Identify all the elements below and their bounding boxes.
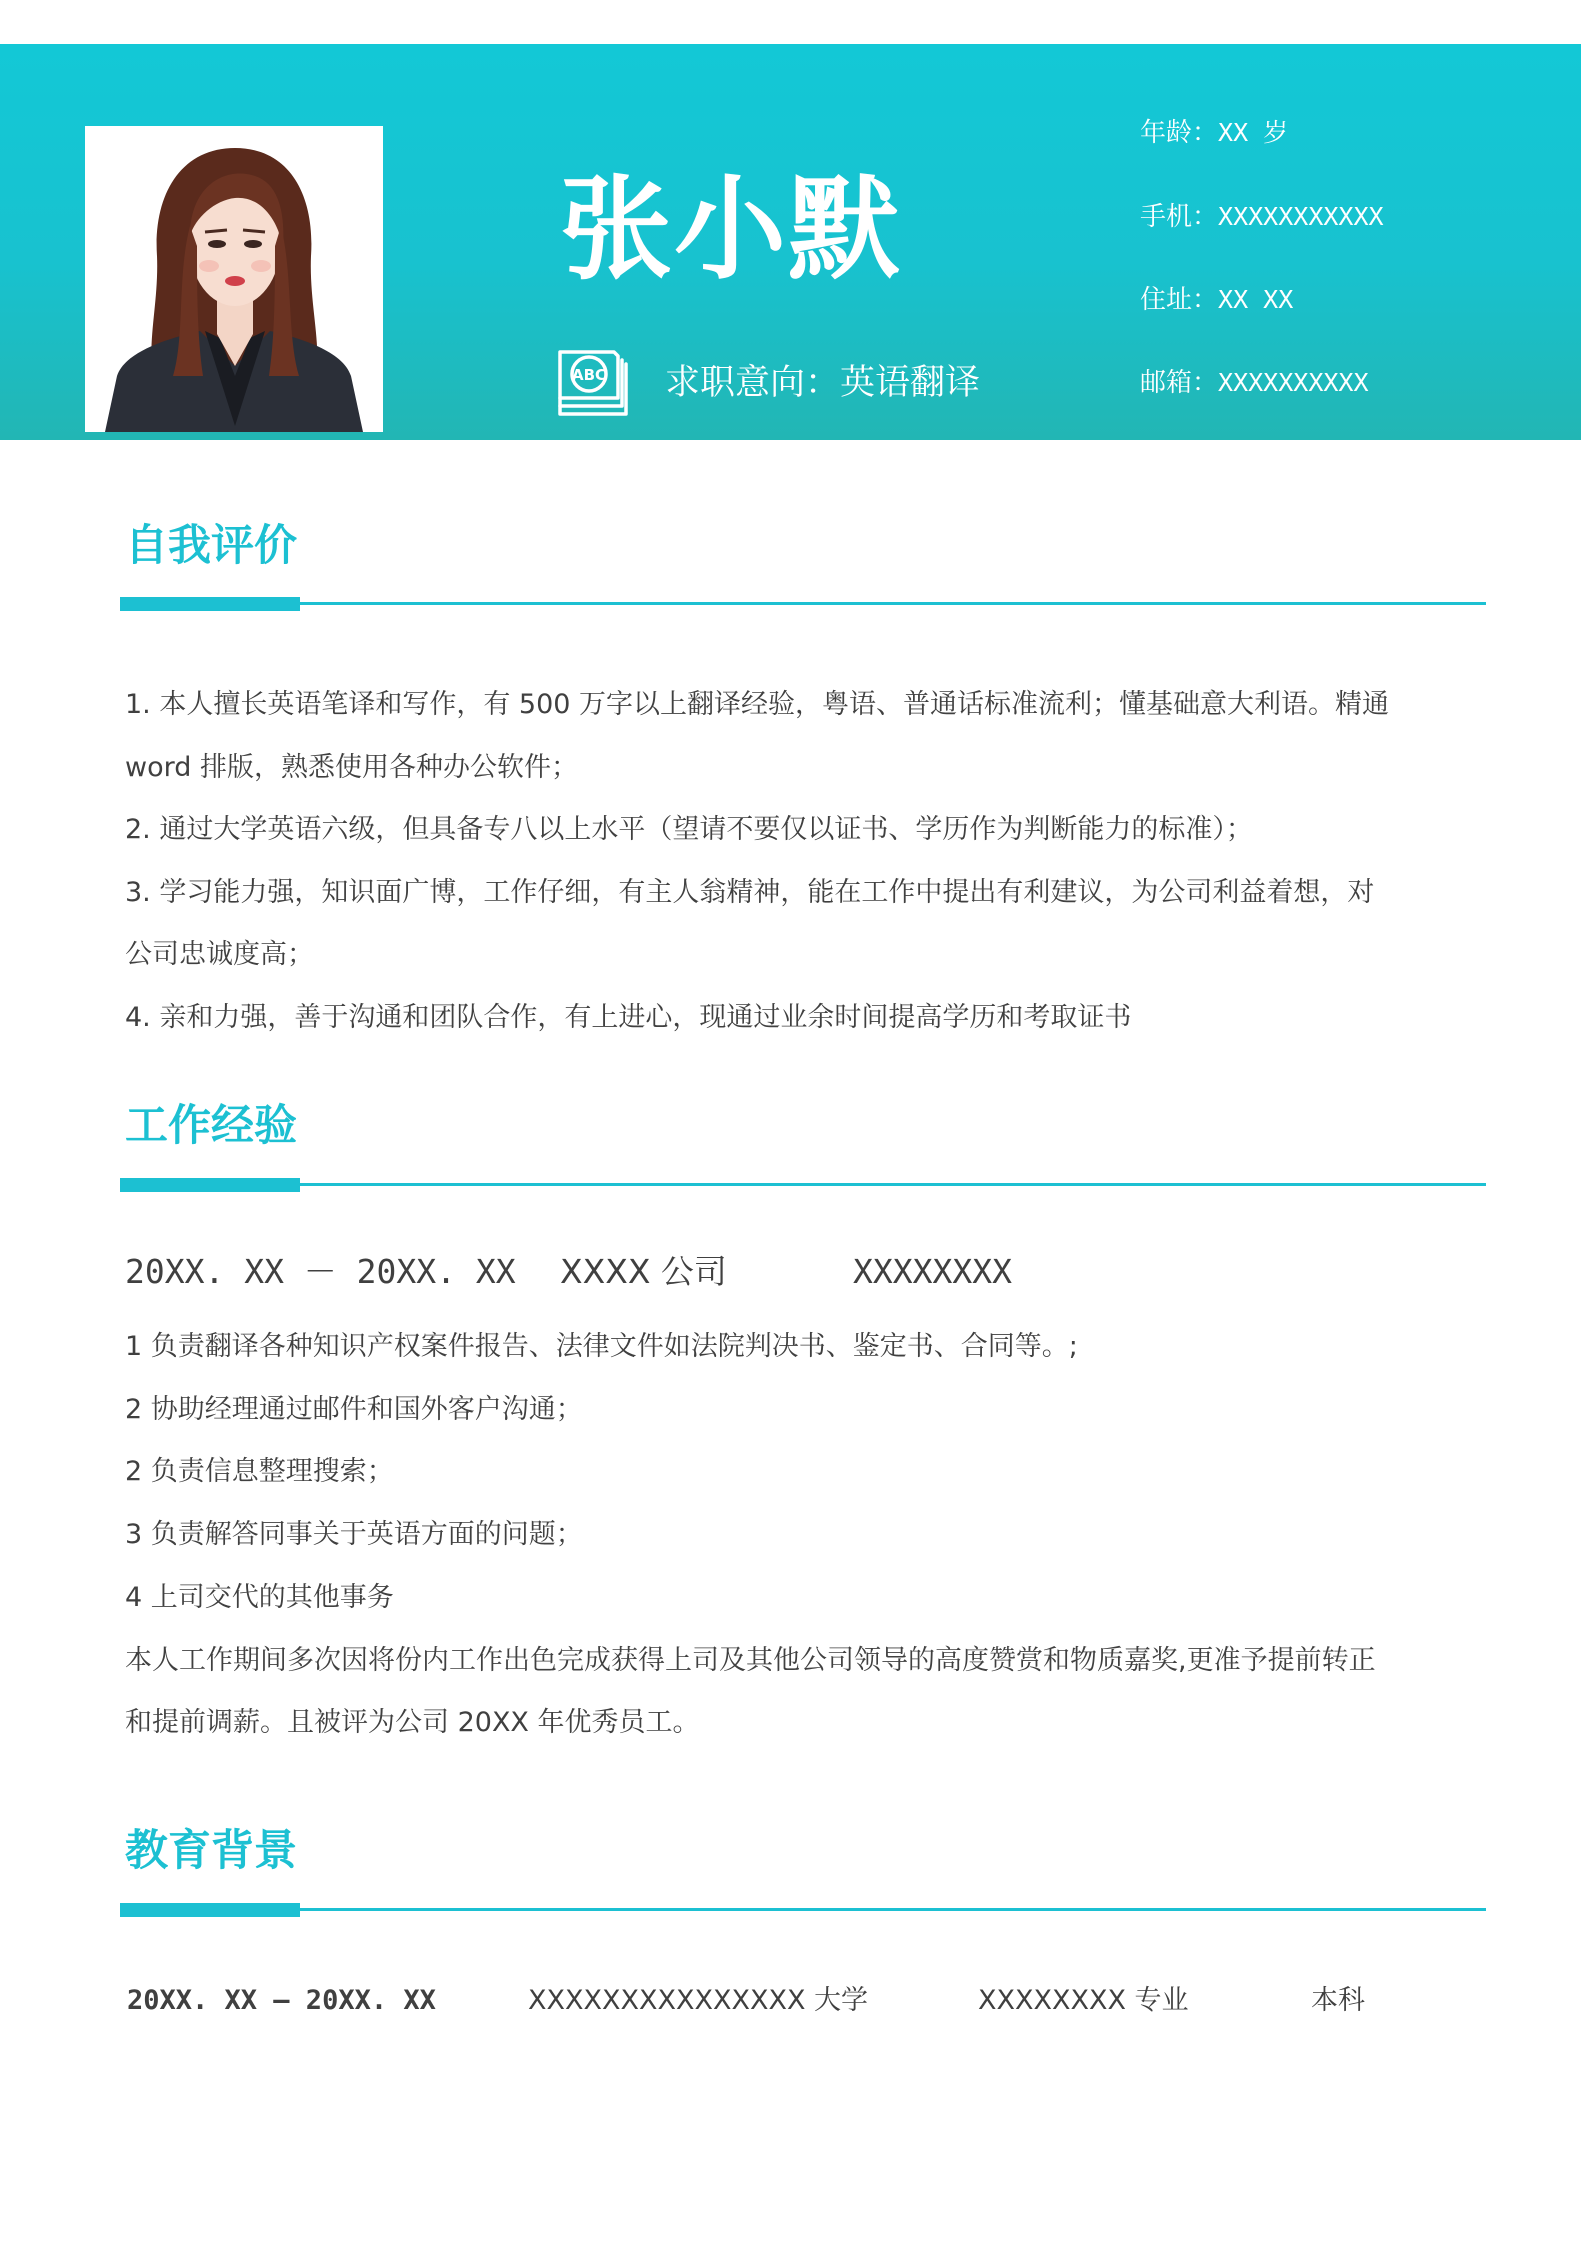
work-duty-line: 和提前调薪。且被评为公司 20XX 年优秀员工。 [125,1707,700,1738]
section-title-work: 工作经验 [125,1101,297,1151]
contact-label: 年龄： [1140,118,1219,148]
job-intent [665,363,981,403]
work-company: XXXX 公司 [560,1252,727,1291]
education-period: 20XX. XX – 20XX. XX [127,1985,436,2016]
self-eval-line: 2. 通过大学英语六级，但具备专八以上水平（望请不要仅以证书、学历作为判断能力的标准）； [125,814,1253,845]
contact-value: XXXXXXXXXX [1218,368,1369,397]
contact-email [1140,370,1369,396]
section-divider [120,597,1486,611]
contact-address [1140,287,1293,313]
contact-value: XXXXXXXXXXX [1218,202,1384,231]
section-title-self-eval: 自我评价 [125,521,297,571]
contact-age [1140,120,1288,146]
section-divider [120,1903,1486,1917]
contact-label: 邮箱： [1140,368,1219,398]
avatar-photo [85,126,383,432]
section-divider [120,1178,1486,1192]
contact-phone [1140,204,1384,230]
work-position: XXXXXXXX [853,1252,1012,1291]
section-title-education: 教育背景 [125,1826,297,1876]
work-duty-line: 2 负责信息整理搜索； [125,1456,394,1487]
contact-label: 手机： [1140,202,1219,232]
self-eval-line: 公司忠诚度高； [125,939,314,970]
self-eval-line: 3. 学习能力强，知识面广博，工作仔细，有主人翁精神，能在工作中提出有利建议，为公司利益着想，对 [125,877,1375,908]
education-degree: 本科 [1311,1985,1365,2016]
svg-text:ABC: ABC [571,366,607,384]
self-eval-line: 1. 本人擅长英语笔译和写作，有 500 万字以上翻译经验，粤语、普通话标准流利；懂基础意大利语。精通 [125,689,1390,720]
contact-label: 住址： [1140,285,1219,315]
education-school: XXXXXXXXXXXXXXX 大学 [528,1985,869,2016]
abc-book-icon [552,342,630,420]
job-intent-label: 求职意向： [665,363,841,403]
work-duty-line: 1 负责翻译各种知识产权案件报告、法律文件如法院判决书、鉴定书、合同等。; [125,1331,1078,1362]
contact-value: XX XX [1218,285,1294,314]
work-duty-line: 2 协助经理通过邮件和国外客户沟通； [125,1394,583,1425]
candidate-name: 张小默 [560,165,902,295]
work-duty-line: 4 上司交代的其他事务 [125,1582,394,1613]
header-banner [0,44,1581,440]
education-major: XXXXXXXX 专业 [978,1985,1189,2016]
job-intent-value: 英语翻译 [840,363,981,403]
work-duty-line: 本人工作期间多次因将份内工作出色完成获得上司及其他公司领导的高度赞赏和物质嘉奖,更准予提前转正 [125,1645,1376,1676]
work-duty-line: 3 负责解答同事关于英语方面的问题； [125,1519,583,1550]
self-eval-line: word 排版，熟悉使用各种办公软件； [125,752,578,783]
work-period: 20XX. XX － 20XX. XX [125,1252,516,1291]
self-eval-line: 4. 亲和力强，善于沟通和团队合作，有上进心，现通过业余时间提高学历和考取证书 [125,1002,1132,1033]
contact-value: XX 岁 [1218,118,1289,147]
